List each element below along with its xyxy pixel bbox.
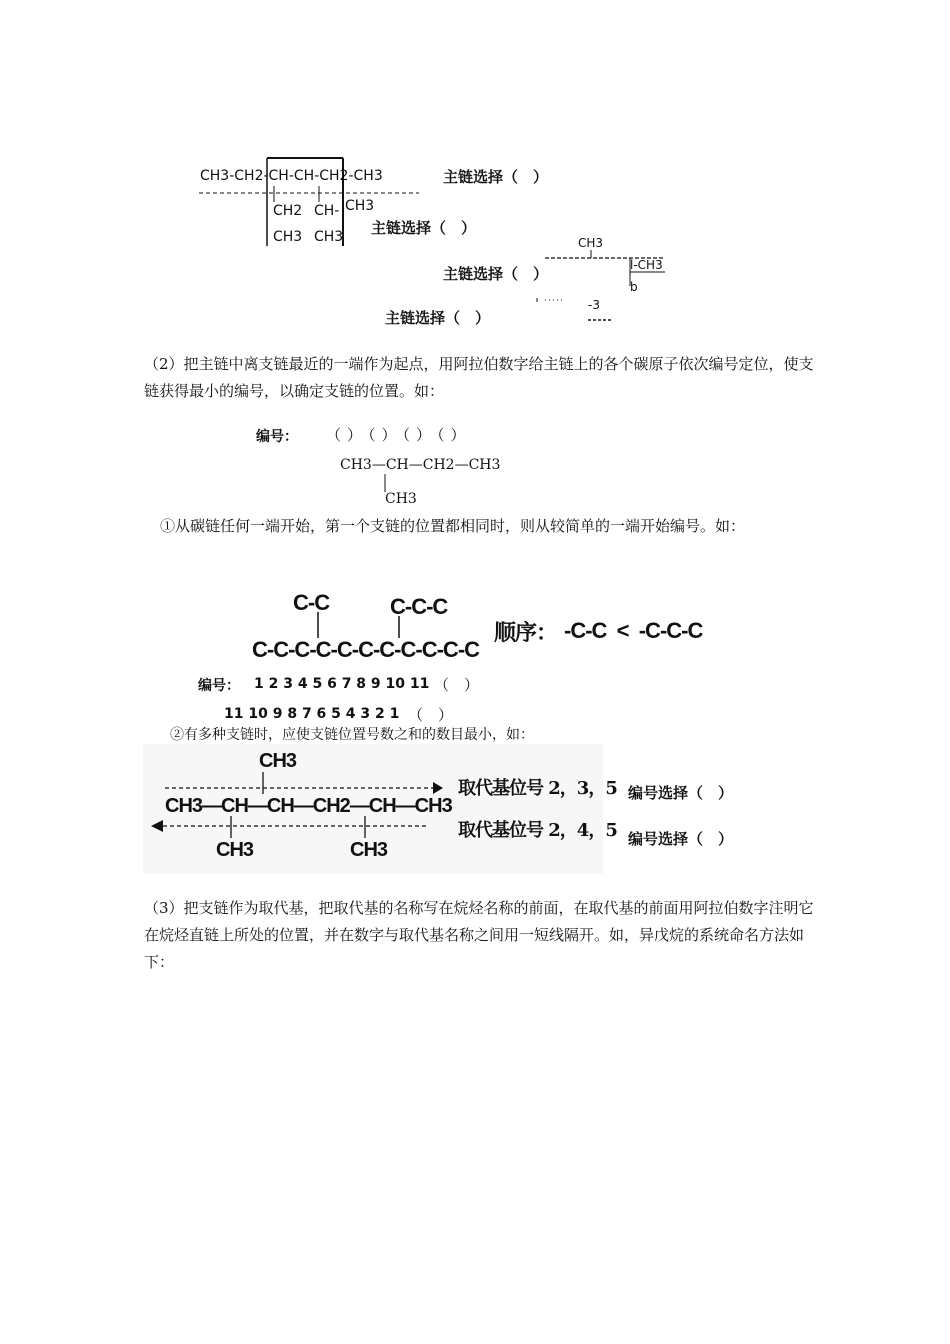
rule-1-backward-numbers: 11 10 9 8 7 6 5 4 3 2 1 (224, 706, 400, 722)
numbering-choice-2: 编号选择（ ） (628, 830, 734, 848)
rule-1-forward-blank: （ ） (434, 676, 480, 694)
rule-1-backward-blank: （ ） (408, 706, 454, 724)
molecule-1-branch-right: CH3 (345, 198, 375, 214)
rule-2-ch3-bottom-left: CH3 (216, 839, 254, 861)
rule-1-order-label: 顺序： (494, 621, 558, 646)
rule-2-ch3-top: CH3 (259, 750, 297, 772)
fragment-b: b (630, 280, 638, 294)
rule-1: ①从碳链任何一端开始，第一个支链的位置都相同时，则从较简单的一端开始编号。如： (160, 517, 746, 535)
numbering-branch: CH3 (385, 491, 417, 507)
rule-2-ch3-bottom-right: CH3 (350, 839, 388, 861)
rule-2-positions-b: 取代基位号 2，4，5 (458, 820, 617, 841)
rule-1-branch-bonds (300, 612, 420, 640)
main-chain-question-4: 主链选择（ ） (385, 309, 491, 327)
rule-1-branch-right: C-C-C (390, 594, 448, 619)
fragment-ch3-top: CH3 (578, 236, 604, 250)
main-chain-question-1: 主链选择（ ） (443, 168, 549, 186)
rule-1-forward-numbers: 1 2 3 4 5 6 7 8 9 10 11 (254, 676, 430, 692)
rule-2-chain: CH3—CH—CH—CH2—CH—CH3 (165, 795, 452, 817)
fragment-h3: -3 (588, 298, 600, 312)
numbering-label: 编号： (256, 429, 298, 445)
paragraph-2: （2）把主链中离支链最近的一端作为起点，用阿拉伯数字给主链上的各个碳原子依次编号定位，使支链获得最小的编号，以确定支链的位置。如： (144, 355, 814, 400)
molecule-1-branch-left: CH2 CH3 (273, 203, 303, 245)
rule-1-main-chain: C-C-C-C-C-C-C-C-C-C-C (252, 637, 480, 662)
rule-1-numbering-label: 编号： (198, 678, 240, 694)
paragraph-3: （3）把支链作为取代基，把取代基的名称写在烷烃名称的前面，在取代基的前面用阿拉伯数字注明它在烷烃直链上所处的位置，并在数字与取代基名称之间用一短线隔开。如，异戊烷的系统命名方法如下： (144, 899, 814, 971)
rule-1-order-expr: -C-C < -C-C-C (564, 618, 703, 643)
numbering-choice-1: 编号选择（ ） (628, 784, 734, 802)
rule-2: ②有多种支链时，应使支链位置号数之和的数目最小，如： (170, 727, 534, 743)
rule-1-branch-left: C-C (293, 590, 330, 615)
rule-2-positions-a: 取代基位号 2，3，5 (458, 778, 617, 799)
molecule-1-branch-mid: CH- CH3 (314, 203, 344, 245)
rule-2-example-panel (143, 744, 617, 874)
numbering-chain: CH3—CH—CH2—CH3 (340, 457, 501, 473)
main-chain-question-2: 主链选择（ ） (371, 219, 477, 237)
numbering-blanks: （）（）（）（） (326, 426, 472, 444)
main-chain-question-3: 主链选择（ ） (443, 265, 549, 283)
fragment-ch3-right: l-CH3 (630, 258, 663, 272)
molecule-1-top: CH3-CH2-CH-CH-CH2-CH3 (200, 168, 383, 184)
